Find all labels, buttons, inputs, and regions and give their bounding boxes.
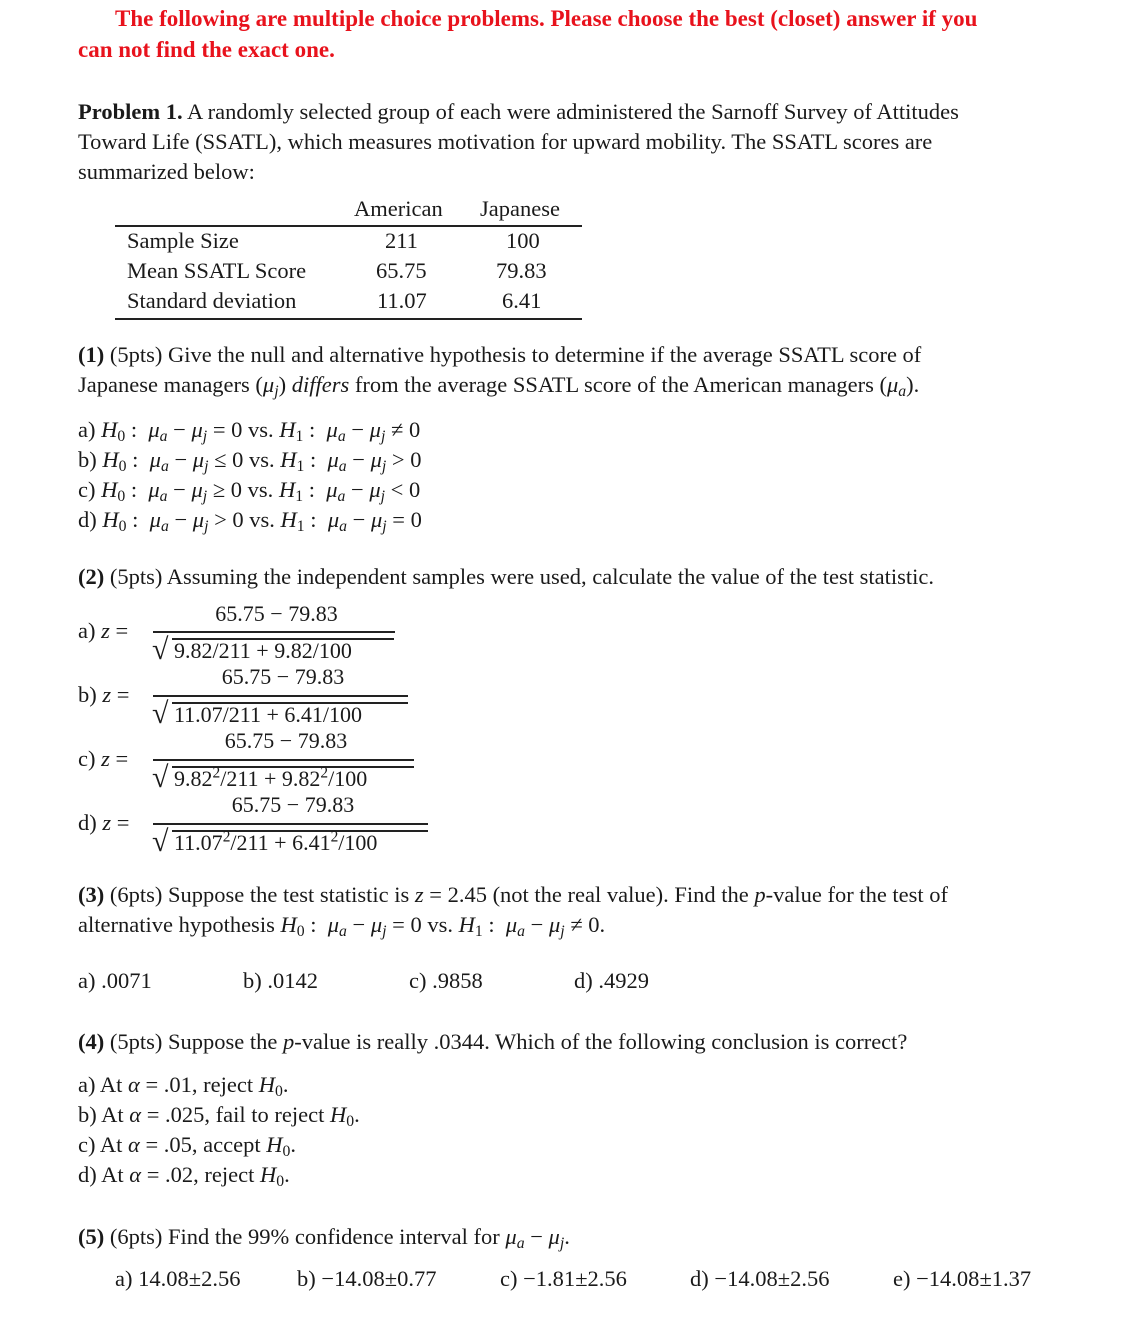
problem-1-intro-line-3: summarized below: [78, 159, 255, 184]
q1-option-a[interactable]: a) $H_0$ : $\mu_a - \mu_j = 0$ vs. $H_1$ : $\mu_a - \mu_j \ne 0$ [78, 417, 421, 445]
q2-option-a-numerator: 65.75 − 79.83 [215, 601, 338, 626]
q5-option-a[interactable]: a) 14.08±2.56 [115, 1266, 241, 1291]
q2-option-d-label[interactable]: d) z = [78, 810, 130, 835]
q2-option-c-sqrt-icon: √ [152, 761, 169, 794]
cell-american-sample-size: 211 [385, 228, 418, 253]
q2-option-d-fraction-bar [153, 823, 428, 825]
q1-line-2: Japanese managers $(\mu_j)$ differs from the average SSATL score of the American managers $(\mu_a)$. [78, 372, 920, 400]
cell-japanese-sd: 6.41 [502, 288, 542, 313]
q5-option-d[interactable]: d) −14.08±2.56 [690, 1266, 830, 1291]
table-top-rule [115, 225, 582, 227]
q2-option-b-fraction-bar [153, 695, 408, 697]
row-label-mean: Mean SSATL Score [127, 258, 307, 283]
problem-1-intro-line-2: Toward Life (SSATL), which measures motivation for upward mobility. The SSATL scores are [78, 129, 933, 154]
problem-1-intro-line-1: Problem 1. A randomly selected group of each were administered the Sarnoff Survey of Attitudes [78, 99, 959, 124]
q2-option-c-fraction-bar [153, 759, 414, 761]
q2-option-c-label[interactable]: c) z = [78, 746, 129, 771]
q5-option-c[interactable]: c) −1.81±2.56 [500, 1266, 627, 1291]
q2-option-d-sqrt-icon: √ [152, 825, 169, 858]
q5-prompt: (5) (6pts) Find the 99% confidence interval for $\mu_a - \mu_j$. [78, 1224, 570, 1252]
col-header-american: American [354, 196, 443, 221]
instructions-line-1: The following are multiple choice problems. Please choose the best (closet) answer if you [115, 6, 978, 31]
q2-option-a-sqrt-icon: √ [152, 633, 169, 666]
q3-prompt-line-1: (3) (6pts) Suppose the test statistic is z = 2.45 (not the real value). Find the p-value for the test of [78, 882, 949, 907]
cell-japanese-mean: 79.83 [496, 258, 547, 283]
q2-option-b-numerator: 65.75 − 79.83 [221, 664, 345, 689]
table-bottom-rule [115, 318, 582, 320]
q4-option-d[interactable]: d) At α = .02, reject $H_0$. [78, 1162, 290, 1190]
col-header-japanese: Japanese [480, 196, 560, 221]
q3-option-d[interactable]: d) .4929 [574, 968, 649, 993]
q3-option-c[interactable]: c) .9858 [409, 968, 483, 993]
problem-1-label: Problem 1. [78, 99, 183, 124]
q5-option-b[interactable]: b) −14.08±0.77 [297, 1266, 437, 1291]
q2-option-b-sqrt-icon: √ [152, 697, 169, 730]
cell-american-mean: 65.75 [376, 258, 427, 283]
q4-option-c[interactable]: c) At α = .05, accept $H_0$. [78, 1132, 296, 1160]
cell-american-sd: 11.07 [377, 288, 427, 313]
row-label-sample-size: Sample Size [127, 228, 239, 253]
q4-prompt: (4) (5pts) Suppose the p-value is really .0344. Which of the following conclusion is correct? [78, 1029, 908, 1054]
q2-option-b-denominator: 11.07/211 + 6.41/100 [174, 702, 362, 727]
row-label-sd: Standard deviation [127, 288, 297, 313]
q1-option-d[interactable]: d) $H_0$ : $\mu_a - \mu_j > 0$ vs. $H_1$ : $\mu_a - \mu_j = 0$ [78, 507, 422, 535]
cell-japanese-sample-size: 100 [506, 228, 540, 253]
q2-option-c-numerator: 65.75 − 79.83 [224, 728, 348, 753]
q1-option-c[interactable]: c) $H_0$ : $\mu_a - \mu_j \ge 0$ vs. $H_1$ : $\mu_a - \mu_j < 0$ [78, 477, 421, 505]
q2-option-a-denominator: 9.82/211 + 9.82/100 [174, 638, 352, 663]
q2-option-a-label[interactable]: a) z = [78, 618, 129, 643]
q1-option-b[interactable]: b) $H_0$ : $\mu_a - \mu_j \le 0$ vs. $H_1$ : $\mu_a - \mu_j > 0$ [78, 447, 422, 475]
q3-option-a[interactable]: a) .0071 [78, 968, 152, 993]
q3-prompt-line-2: alternative hypothesis $H_0$ : $\mu_a - \mu_j = 0$ vs. $H_1$ : $\mu_a - \mu_j \ne 0$. [78, 912, 606, 940]
instructions-line-2: can not find the exact one. [78, 37, 335, 62]
q1-line-1: (1) (5pts) Give the null and alternative hypothesis to determine if the average SSATL score of [78, 342, 922, 367]
q2-option-a-fraction-bar [153, 631, 395, 633]
q4-option-a[interactable]: a) At α = .01, reject $H_0$. [78, 1072, 289, 1100]
q2-option-d-numerator: 65.75 − 79.83 [231, 792, 355, 817]
q2-option-b-label[interactable]: b) z = [78, 682, 130, 707]
q5-option-e[interactable]: e) −14.08±1.37 [893, 1266, 1032, 1291]
q3-option-b[interactable]: b) .0142 [243, 968, 318, 993]
q4-option-b[interactable]: b) At α = .025, fail to reject $H_0$. [78, 1102, 360, 1130]
q2-option-c-denominator: $9.82^2/211 + 9.82^2/100$ [174, 764, 368, 791]
q2-option-d-denominator: $11.07^2/211 + 6.41^2/100$ [174, 828, 378, 855]
q2-prompt: (2) (5pts) Assuming the independent samples were used, calculate the value of the test statistic. [78, 564, 935, 589]
